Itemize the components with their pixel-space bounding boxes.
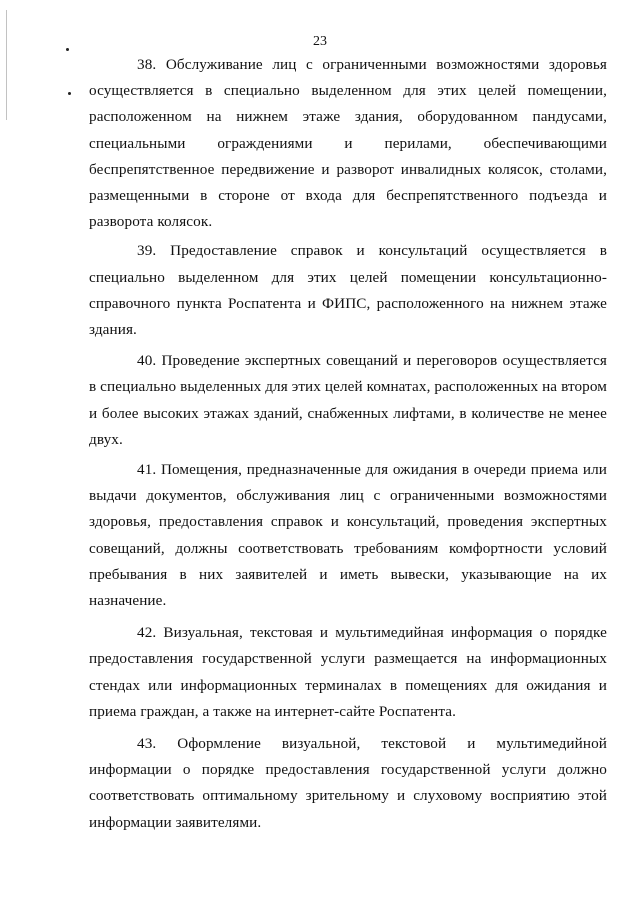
paragraph-43: 43. Оформление визуальной, текстовой и мультимедийной информации о порядке предоставления государственной услуги должно соответствовать оптимальному зрительному и слуховому восприятию этой информации заявителями. — [89, 735, 607, 831]
paragraph-39: 39. Предоставление справок и консультаций осуществляется в специально выделенном для этих целей помещении консультационно-справочного пункта Роспатента и ФИПС, расположенного на нижнем этаже здания. — [89, 242, 607, 339]
page-number: 23 — [313, 34, 327, 49]
document-body — [89, 52, 607, 840]
scan-edge-mark — [6, 10, 7, 120]
paragraph-38: 38. Обслуживание лиц с ограниченными возможностями здоровья осуществляется в специально выделенном для этих целей помещении, расположенном на нижнем этаже здания, оборудованном пандусами, специальными ограждениями и перилами, обеспечивающими беспрепятственное передвижение и разворот инвалидных колясок, столами, размещенными в стороне от входа для беспрепятственного подъезда и разворота колясок. — [89, 56, 607, 231]
scan-speck-mark — [68, 92, 71, 95]
paragraph-41: 41. Помещения, предназначенные для ожидания в очереди приема или выдачи документов, обслуживания лиц с ограниченными возможностями здоровья, предоставления справок и консультаций, проведения экспертных совещаний, должны соответствовать требованиям комфортности условий пребывания в них заявителей и иметь вывески, указывающие на их назначение. — [89, 461, 607, 610]
paragraph-40: 40. Проведение экспертных совещаний и переговоров осуществляется в специально выделенных для этих целей комнатах, расположенных на втором и более высоких этажах зданий, снабженных лифтами, в количестве не менее двух. — [89, 352, 607, 448]
paragraph-42: 42. Визуальная, текстовая и мультимедийная информация о порядке предоставления государственной услуги размещается на информационных стендах или информационных терминалах в помещениях для ожидания и приема граждан, а также на интернет-сайте Роспатента. — [89, 624, 607, 720]
